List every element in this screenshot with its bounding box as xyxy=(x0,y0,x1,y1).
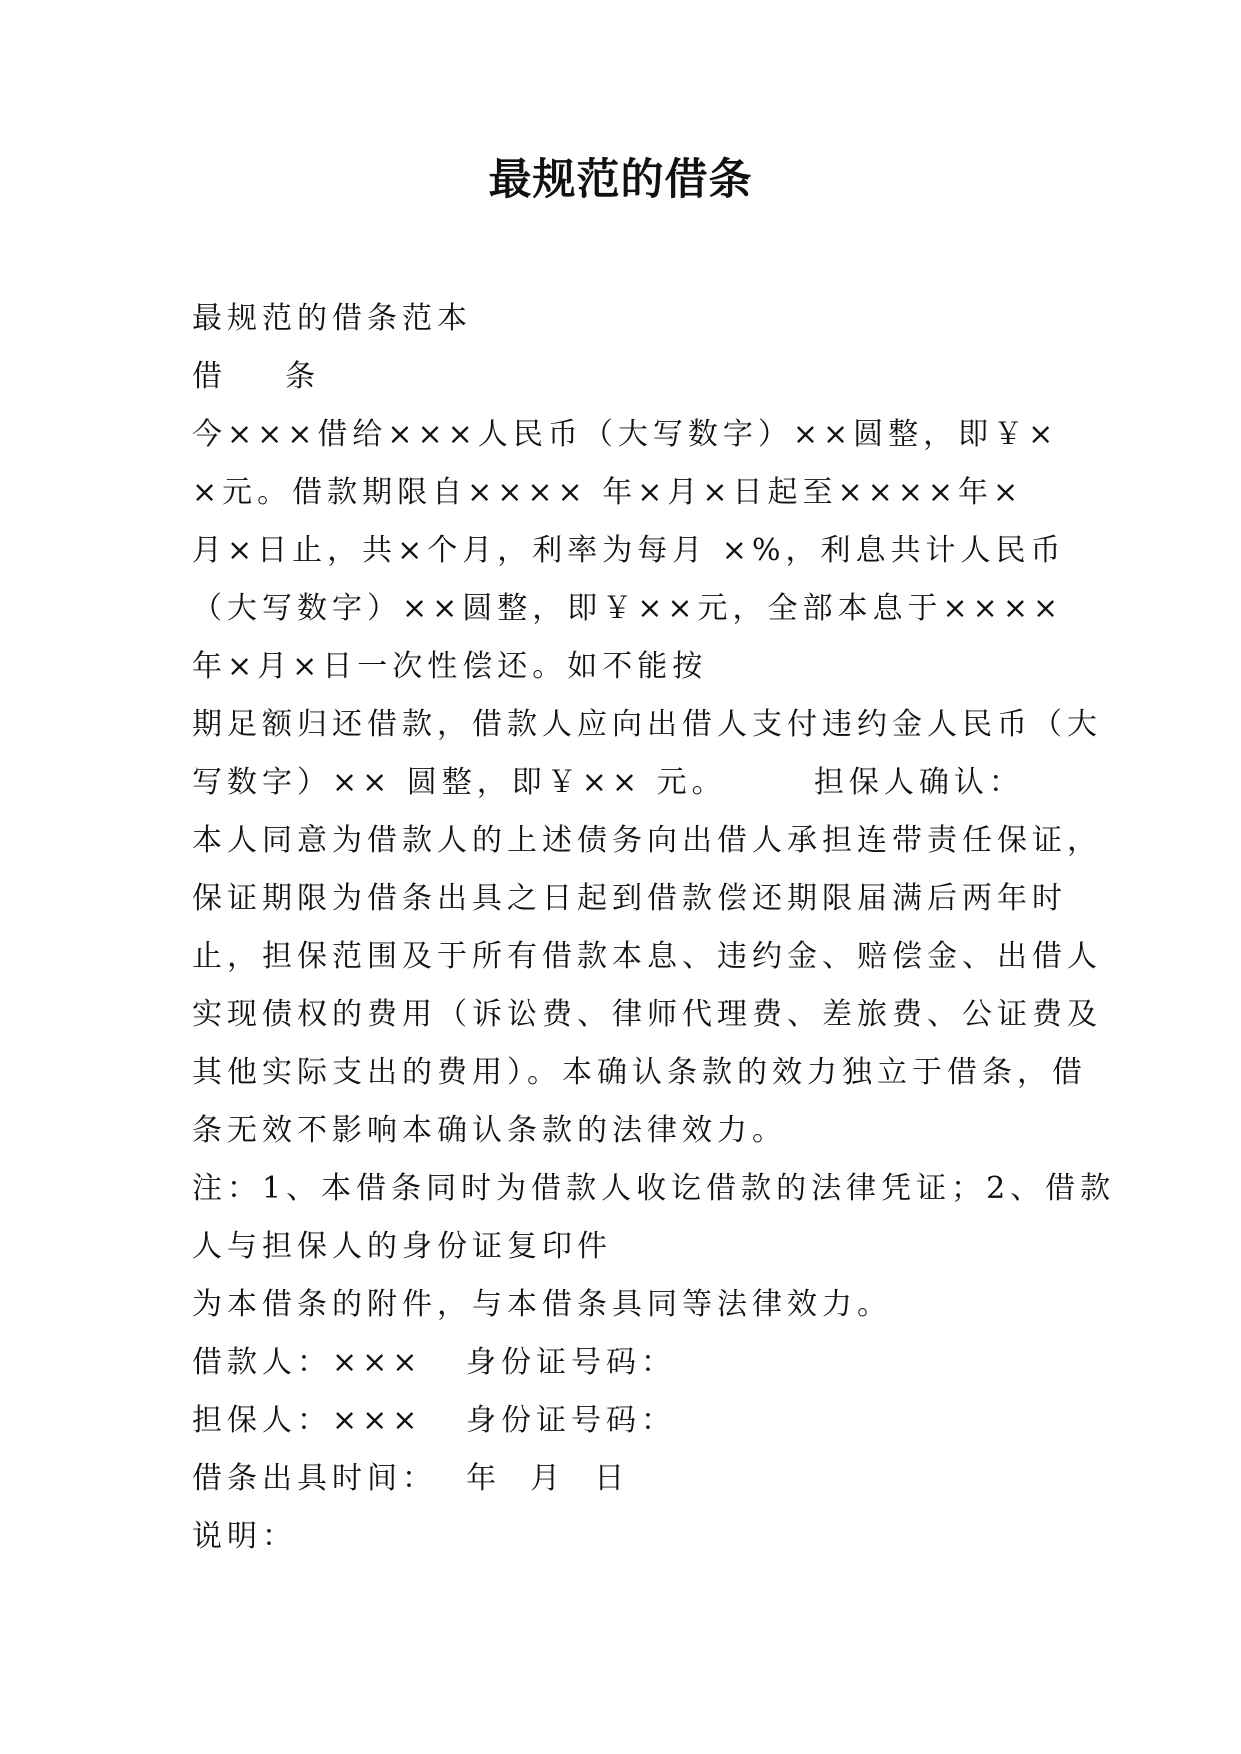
body-line: 为本借条的附件，与本借条具同等法律效力。 xyxy=(192,1287,892,1322)
body-line: 条无效不影响本确认条款的法律效力。 xyxy=(192,1113,787,1148)
body-line: 人与担保人的身份证复印件 xyxy=(192,1229,612,1264)
body-line: 担保人：××× 身份证号码： xyxy=(192,1403,677,1438)
document-title: 最规范的借条 xyxy=(488,155,753,205)
body-line: 其他实际支出的费用）。本确认条款的效力独立于借条，借 xyxy=(192,1055,1087,1090)
body-line: 写数字）×× 圆整，即￥×× 元。 担保人确认： xyxy=(192,765,1024,800)
body-line: 注：1、本借条同时为借款人收讫借款的法律凭证；2、借款 xyxy=(192,1171,1116,1206)
body-line: 保证期限为借条出具之日起到借款偿还期限届满后两年时 xyxy=(192,881,1067,916)
body-line: 止，担保范围及于所有借款本息、违约金、赔偿金、出借人 xyxy=(192,939,1102,974)
body-line: （大写数字）××圆整，即￥××元，全部本息于×××× xyxy=(192,591,1064,626)
body-line: 月×日止，共×个月，利率为每月 ×%，利息共计人民币 xyxy=(192,533,1066,568)
body-line: 借条出具时间： 年 月 日 xyxy=(192,1461,630,1496)
body-line: 借 条 xyxy=(192,359,321,394)
body-line: 期足额归还借款，借款人应向出借人支付违约金人民币（大 xyxy=(192,707,1102,742)
document-body xyxy=(192,290,1116,1566)
body-line: 借款人：××× 身份证号码： xyxy=(192,1345,677,1380)
body-line: 最规范的借条范本 xyxy=(192,301,472,336)
body-line: 今×××借给×××人民币（大写数字）××圆整，即￥× xyxy=(192,417,1059,452)
body-line: ×元。借款期限自×××× 年×月×日起至××××年× xyxy=(192,475,1024,510)
body-line: 实现债权的费用（诉讼费、律师代理费、差旅费、公证费及 xyxy=(192,997,1102,1032)
body-line: 年×月×日一次性偿还。如不能按 xyxy=(192,649,708,684)
body-line: 本人同意为借款人的上述债务向出借人承担连带责任保证， xyxy=(192,823,1102,858)
body-line: 说明： xyxy=(192,1519,297,1554)
